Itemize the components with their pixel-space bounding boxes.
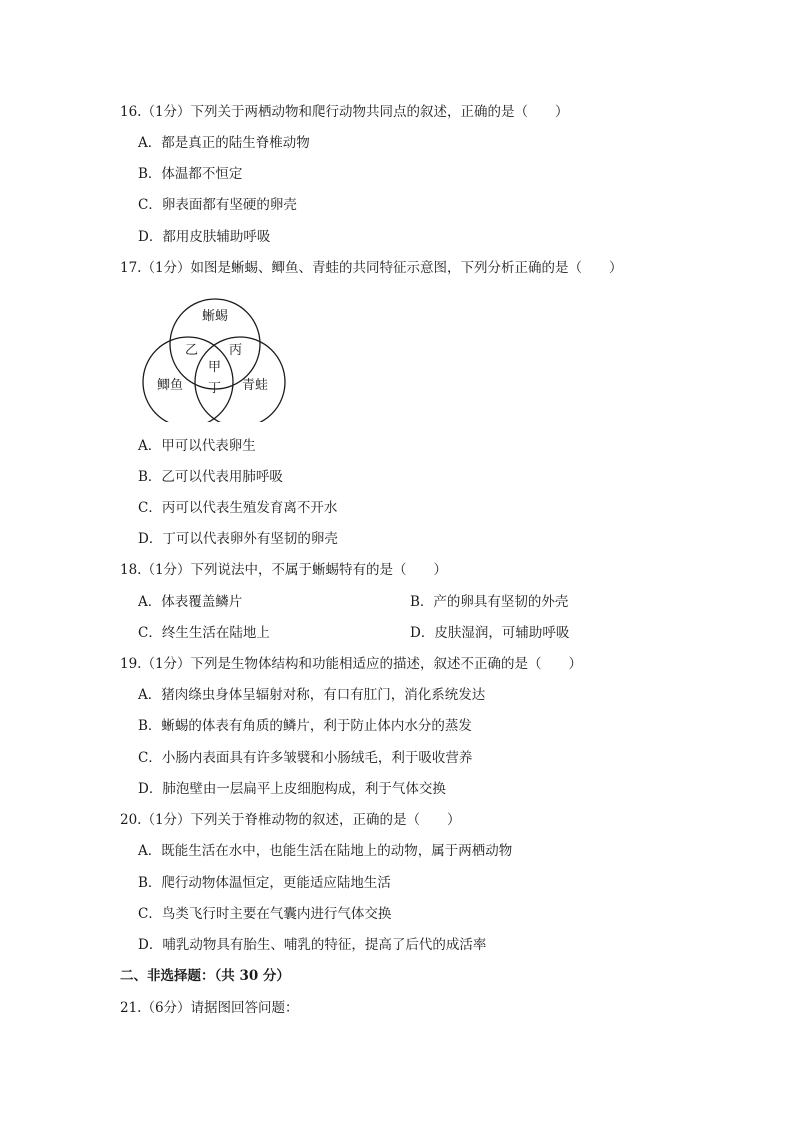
venn-region-ding: 丁 [208,381,222,396]
question-18-stem: 18.（1分）下列说法中，不属于蜥蜴特有的是（ ） [120,562,448,578]
venn-diagram [140,292,290,422]
question-18-option-d: D．皮肤湿润，可辅助呼吸 [410,625,570,641]
question-16-option-d: D．都用皮肤辅助呼吸 [138,229,271,245]
question-18-option-a: A．体表覆盖鳞片 [138,594,243,610]
question-17-stem: 17.（1分）如图是蜥蜴、鲫鱼、青蛙的共同特征示意图，下列分析正确的是（ ） [120,260,623,276]
question-16-option-a: A．都是真正的陆生脊椎动物 [138,135,310,151]
question-17-option-c: C．丙可以代表生殖发育离不开水 [138,500,338,516]
venn-label-frog: 青蛙 [242,378,269,393]
section-2-heading: 二、非选择题：（共 30 分） [120,968,290,984]
question-18-option-b: B．产的卵具有坚韧的外壳 [410,594,569,610]
question-20-option-c: C．鸟类飞行时主要在气囊内进行气体交换 [138,906,392,922]
question-20-option-d: D．哺乳动物具有胎生、哺乳的特征，提高了后代的成活率 [138,937,487,953]
question-19-option-c: C．小肠内表面具有许多皱襞和小肠绒毛，利于吸收营养 [138,750,473,766]
question-18-option-c: C．终生生活在陆地上 [138,625,270,641]
question-16-option-b: B．体温都不恒定 [138,166,243,182]
question-19-option-a: A．猪肉绦虫身体呈辐射对称，有口有肛门，消化系统发达 [138,687,486,703]
question-20-option-b: B．爬行动物体温恒定，更能适应陆地生活 [138,875,391,891]
venn-label-lizard: 蜥蜴 [202,309,229,324]
question-19-option-d: D．肺泡壁由一层扁平上皮细胞构成，利于气体交换 [138,781,446,797]
question-16-option-c: C．卵表面都有坚硬的卵壳 [138,197,297,213]
venn-label-crucian: 鲫鱼 [157,378,184,393]
question-21-stem: 21.（6分）请据图回答问题： [120,1000,299,1016]
venn-region-bing: 丙 [229,343,243,358]
question-19-option-b: B．蜥蜴的体表有角质的鳞片，利于防止体内水分的蒸发 [138,718,472,734]
question-20-stem: 20.（1分）下列关于脊椎动物的叙述，正确的是（ ） [120,812,461,828]
question-17-option-d: D．丁可以代表卵外有坚韧的卵壳 [138,531,338,547]
question-20-option-a: A．既能生活在水中，也能生活在陆地上的动物，属于两栖动物 [138,843,513,859]
question-17-option-a: A．甲可以代表卵生 [138,438,256,454]
venn-region-yi: 乙 [185,343,199,358]
question-17-option-b: B．乙可以代表用肺呼吸 [138,469,283,485]
venn-region-jia: 甲 [208,360,222,375]
question-19-stem: 19.（1分）下列是生物体结构和功能相适应的描述，叙述不正确的是（ ） [120,656,583,672]
question-16-stem: 16.（1分）下列关于两栖动物和爬行动物共同点的叙述，正确的是（ ） [120,104,569,120]
